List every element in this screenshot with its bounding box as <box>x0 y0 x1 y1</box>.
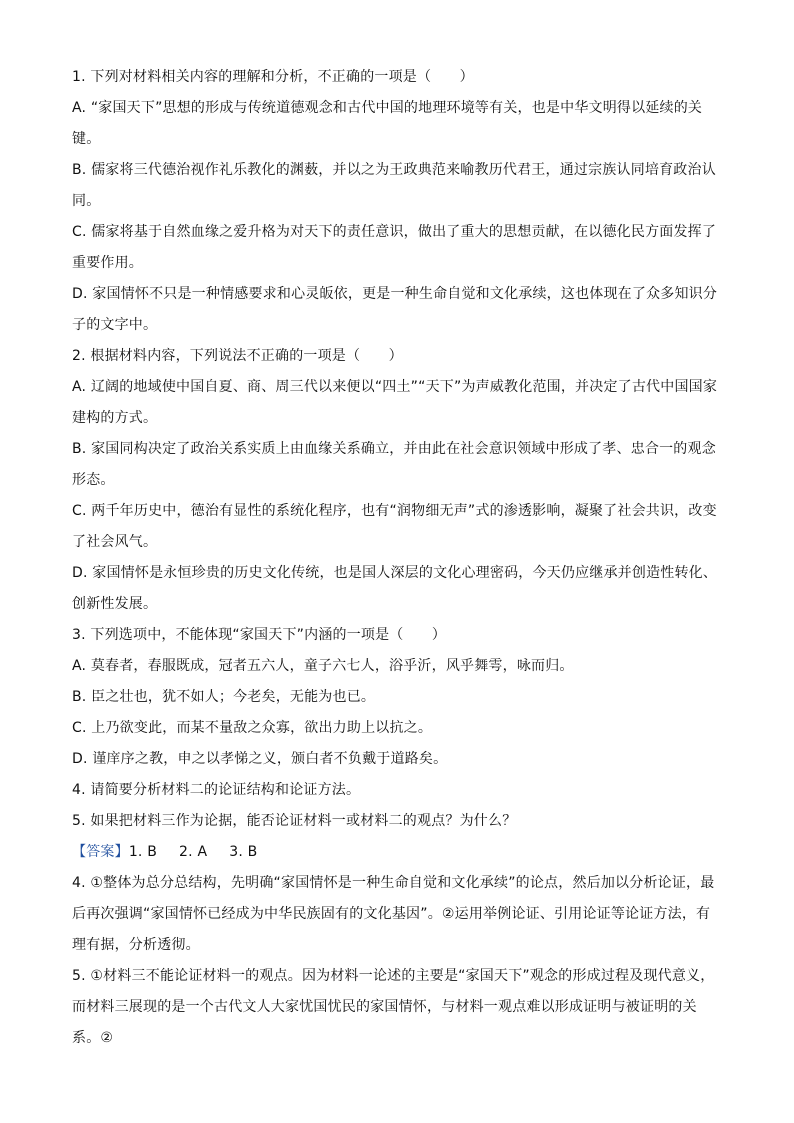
question-stem: 3. 下列选项中，不能体现“家国天下”内涵的一项是（ ） <box>72 627 447 643</box>
answer-line <box>72 837 722 868</box>
question-1 <box>72 62 722 341</box>
question-4-stem: 4. 请简要分析材料二的论证结构和论证方法。 <box>72 782 361 798</box>
option-d: D. 谨庠序之教，申之以孝悌之义，颁白者不负戴于道路矣。 <box>72 751 448 767</box>
answer-1: 1. B <box>128 844 158 860</box>
question-3 <box>72 620 722 775</box>
answer-3: 3. B <box>229 844 258 860</box>
option-d: D. 家国情怀不只是一种情感要求和心灵皈依，更是一种生命自觉和文化承续，这也体现在了众多知识分子的文字中。 <box>72 286 718 333</box>
option-c: C. 儒家将基于自然血缘之爱升格为对天下的责任意识，做出了重大的思想贡献，在以德化民方面发挥了重要作用。 <box>72 224 717 271</box>
option-a: A. “家国天下”思想的形成与传统道德观念和古代中国的地理环境等有关，也是中华文明得以延续的关键。 <box>72 100 703 147</box>
option-b: B. 臣之壮也，犹不如人；今老矣，无能为也已。 <box>72 689 376 705</box>
question-stem: 2. 根据材料内容，下列说法不正确的一项是（ ） <box>72 348 403 364</box>
option-b: B. 儒家将三代德治视作礼乐教化的渊薮，并以之为王政典范来喻教历代君王，通过宗族认同培育政治认同。 <box>72 162 716 209</box>
question-2 <box>72 341 722 620</box>
question-5-stem: 5. 如果把材料三作为论据，能否论证材料一或材料二的观点？为什么？ <box>72 813 517 829</box>
option-a: A. 辽阔的地域使中国自夏、商、周三代以来便以“四土”“天下”为声威教化范围，并决定了古代中国国家建构的方式。 <box>72 379 718 426</box>
option-c: C. 上乃欲变此，而某不量敌之众寡，欲出力助上以抗之。 <box>72 720 433 736</box>
answer-tag: 【答案】 <box>72 844 129 860</box>
explanation-5: 5. ①材料三不能论证材料一的观点。因为材料一论述的主要是“家国天下”观念的形成过程及现代意义，而材料三展现的是一个古代文人大家忧国忧民的家国情怀，与材料一观点难以形成证明与被证明的关系。② <box>72 968 715 1046</box>
explanation-4: 4. ①整体为总分总结构，先明确“家国情怀是一种生命自觉和文化承续”的论点，然后加以分析论证，最后再次强调“家国情怀已经成为中华民族固有的文化基因”。②运用举例论证、引用论证等论证方法，有理有据，分析透彻。 <box>72 875 715 953</box>
option-c: C. 两千年历史中，德治有显性的系统化程序，也有“润物细无声”式的渗透影响，凝聚了社会共识，改变了社会风气。 <box>72 503 717 550</box>
option-d: D. 家国情怀是永恒珍贵的历史文化传统，也是国人深层的文化心理密码，今天仍应继承并创造性转化、创新性发展。 <box>72 565 718 612</box>
question-stem: 1. 下列对材料相关内容的理解和分析，不正确的一项是（ ） <box>72 69 474 85</box>
option-a: A. 莫春者，春服既成，冠者五六人，童子六七人，浴乎沂，风乎舞雩，咏而归。 <box>72 658 574 674</box>
document-page <box>72 62 722 1054</box>
option-b: B. 家国同构决定了政治关系实质上由血缘关系确立，并由此在社会意识领域中形成了孝、忠合一的观念形态。 <box>72 441 716 488</box>
answer-2: 2. A <box>179 844 208 860</box>
